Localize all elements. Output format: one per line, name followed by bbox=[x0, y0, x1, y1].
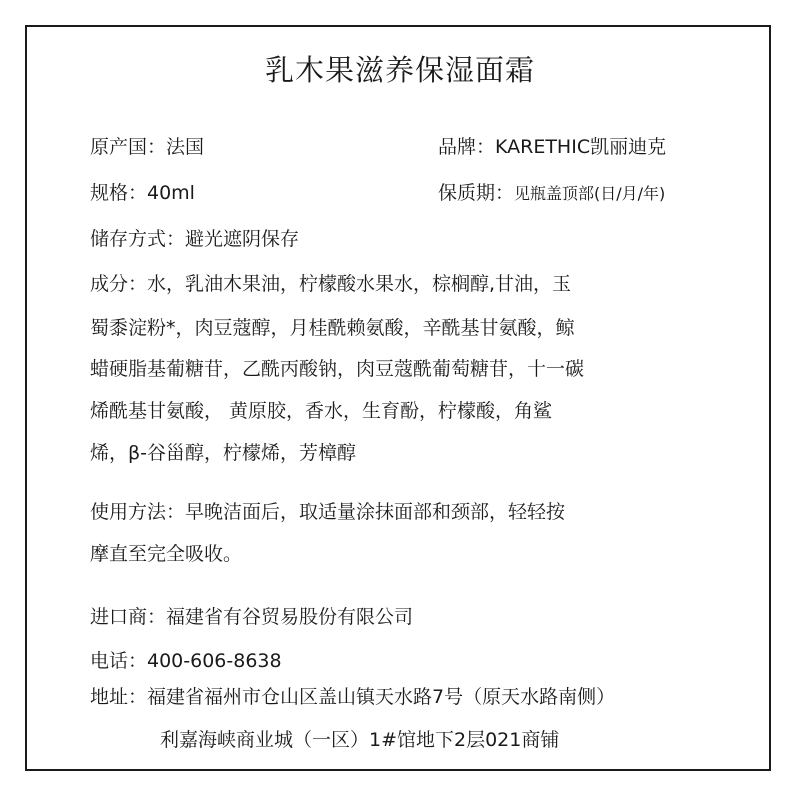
ingredients-line: 蜡硬脂基葡糖苷，乙酰丙酸钠，肉豆蔻酰葡萄糖苷，十一碳 bbox=[90, 358, 585, 380]
importer-name: 进口商：福建省有谷贸易股份有限公司 bbox=[90, 606, 414, 628]
ingredients-line: 烯，β-谷甾醇，柠檬烯，芳樟醇 bbox=[90, 442, 356, 464]
usage-line: 使用方法：早晚洁面后，取适量涂抹面部和颈部，轻轻按 bbox=[90, 501, 566, 523]
brand: 品牌：KARETHIC凯丽迪克 bbox=[438, 136, 667, 158]
specification: 规格：40ml bbox=[90, 182, 195, 204]
usage-line: 摩直至完全吸收。 bbox=[90, 543, 243, 565]
shelf-life bbox=[438, 180, 665, 207]
importer-address: 地址：福建省福州市仓山区盖山镇天水路7号（原天水路南侧） bbox=[90, 686, 616, 708]
ingredients-line: 烯酰基甘氨酸， 黄原胶，香水，生育酚，柠檬酸，角鲨 bbox=[90, 400, 553, 422]
shelf-life-label: 保质期： bbox=[438, 182, 515, 204]
ingredients-line: 蜀黍淀粉*，肉豆蔻醇，月桂酰赖氨酸，辛酰基甘氨酸，鲸 bbox=[90, 317, 575, 339]
product-title: 乳木果滋养保湿面霜 bbox=[264, 53, 535, 87]
shelf-life-value: 见瓶盖顶部(日/月/年) bbox=[514, 184, 666, 203]
importer-address-continued: 利嘉海峡商业城（一区）1#馆地下2层021商铺 bbox=[160, 729, 560, 751]
ingredients-line: 成分：水，乳油木果油，柠檬酸水果水，棕榈醇,甘油，玉 bbox=[90, 273, 572, 295]
storage-method: 储存方式：避光遮阴保存 bbox=[90, 228, 300, 250]
origin-country: 原产国：法国 bbox=[90, 136, 205, 158]
importer-phone: 电话：400-606-8638 bbox=[90, 650, 282, 672]
